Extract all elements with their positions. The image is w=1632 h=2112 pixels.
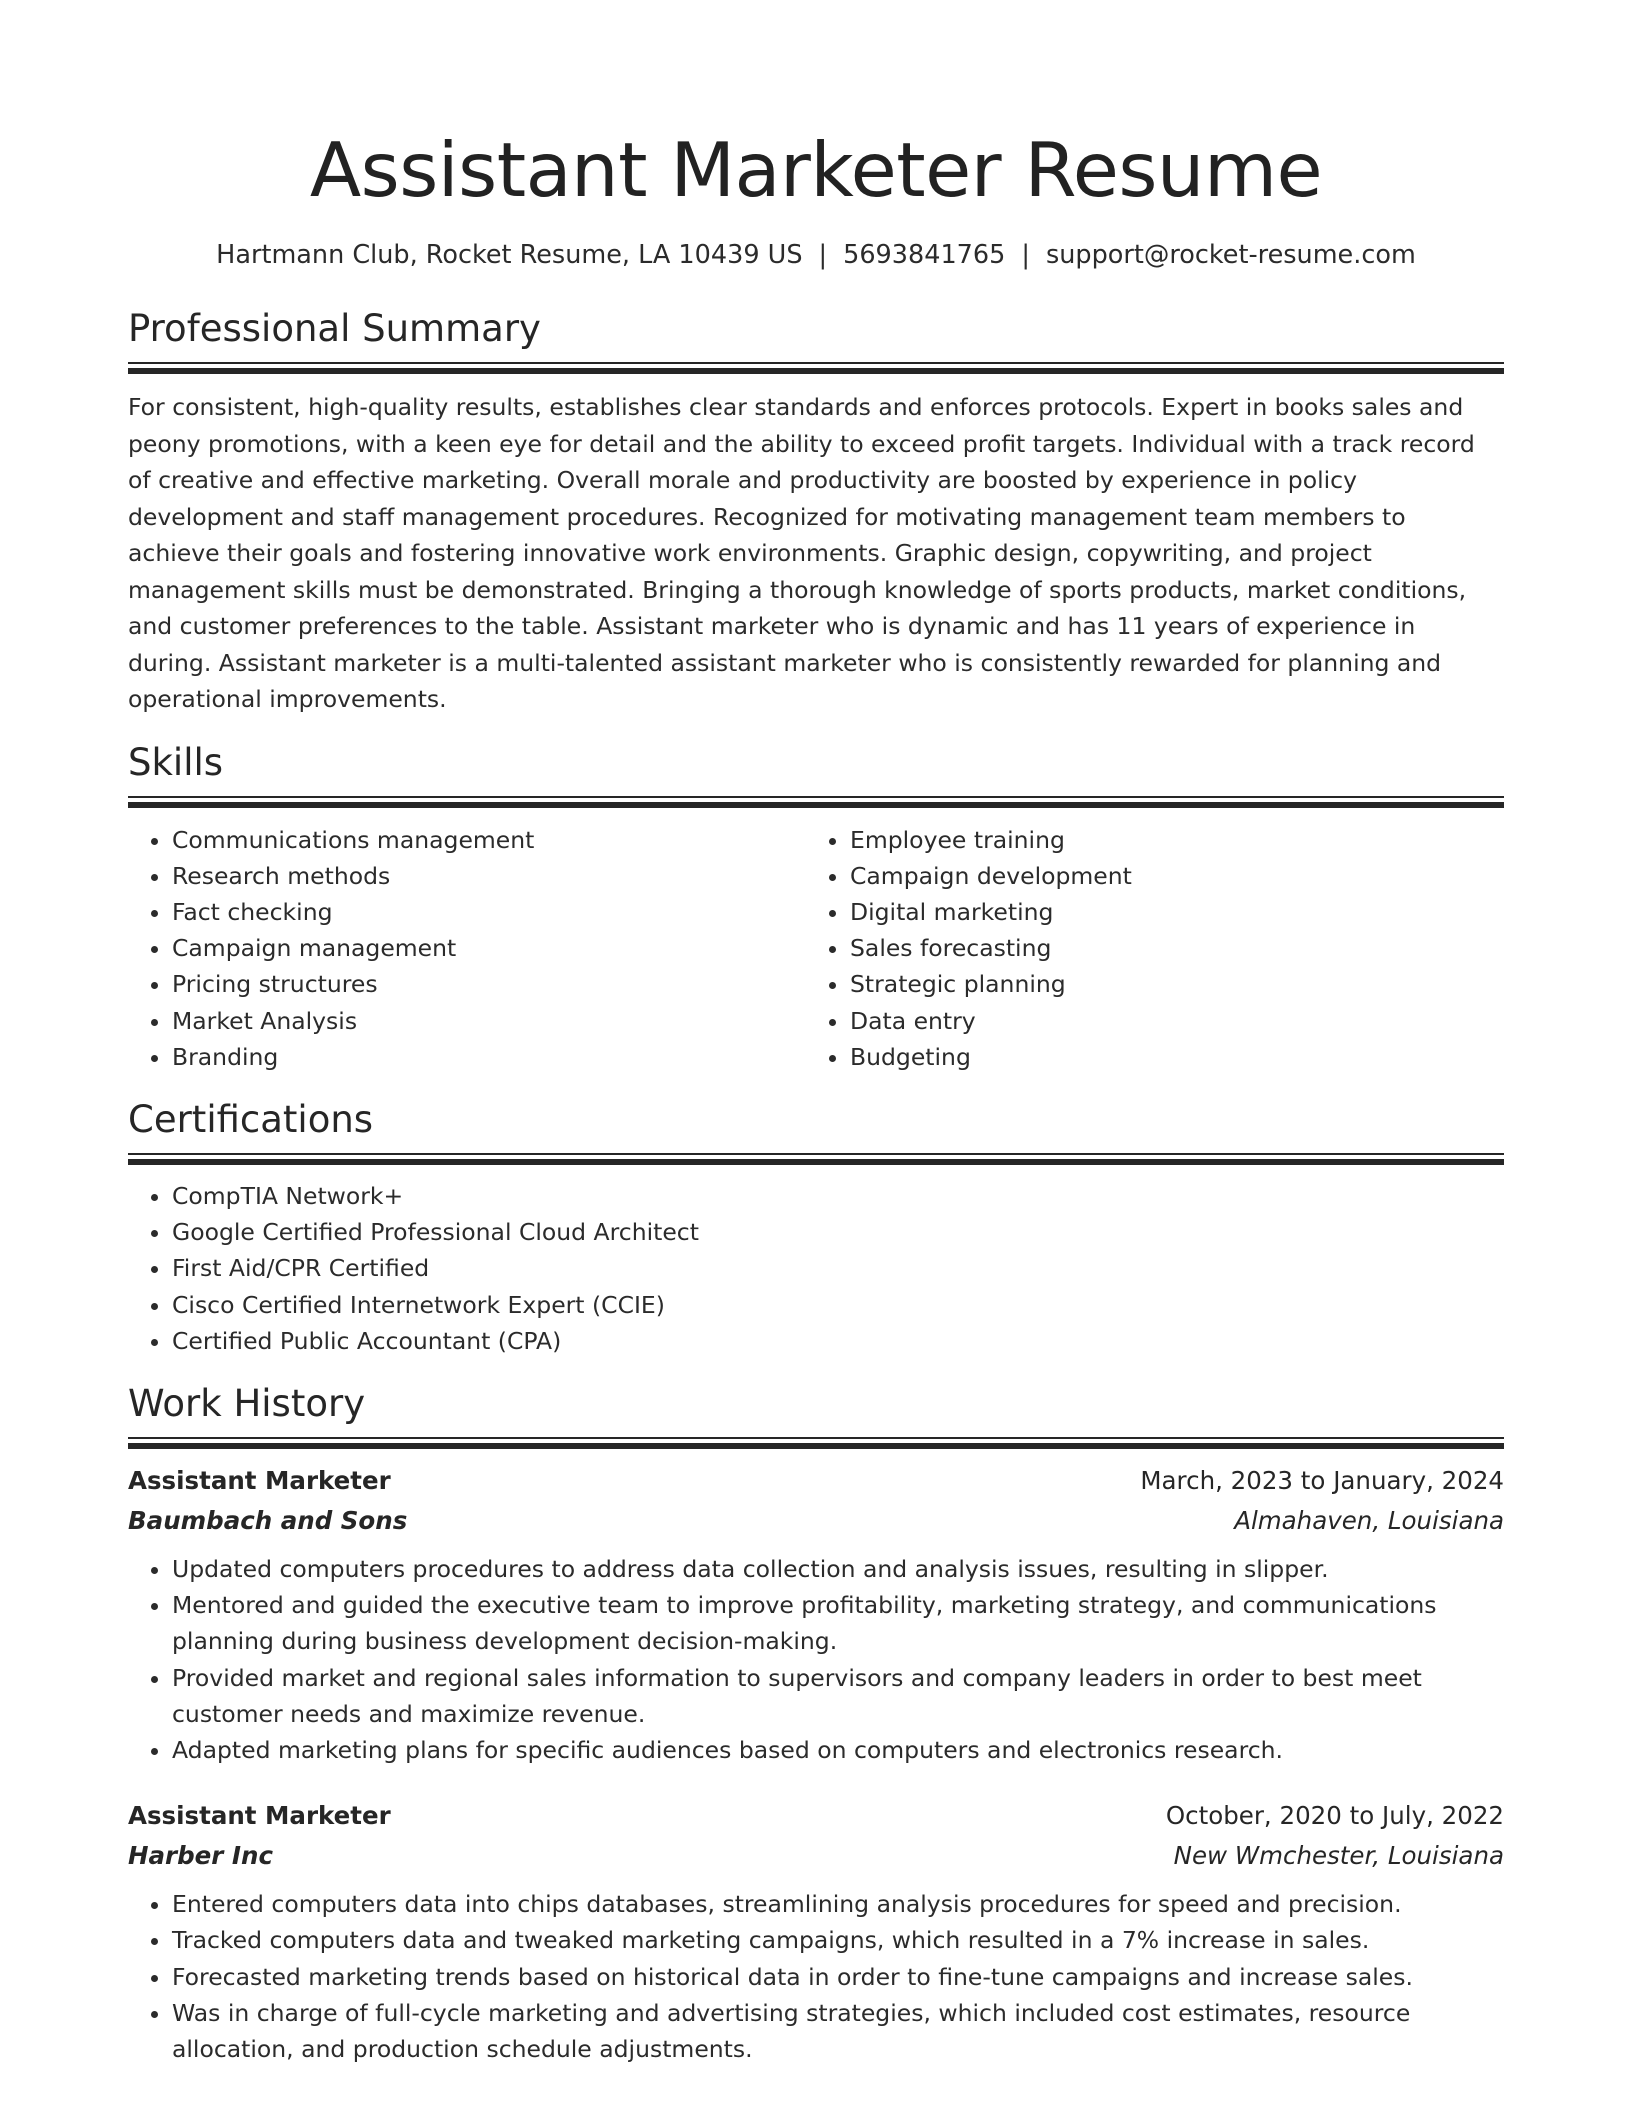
resume-page: [128, 0, 1504, 2067]
summary-heading: Professional Summary: [128, 307, 541, 350]
contact-line: [128, 237, 1504, 273]
skill-item: • Fact checking: [172, 894, 806, 930]
job-bullets: [128, 1886, 1504, 2067]
certification-item: • Cisco Certified Internetwork Expert (CCIE): [172, 1287, 1504, 1323]
section-divider: [128, 362, 1504, 376]
skill-item: • Budgeting: [850, 1039, 1484, 1075]
contact-phone: 5693841765: [843, 240, 1006, 270]
skills-column-left: [128, 822, 806, 1075]
job-dates: March, 2023 to January, 2024: [1140, 1465, 1504, 1495]
job-bullet: • Tracked computers data and tweaked marketing campaigns, which resulted in a 7% increase in sales.: [172, 1922, 1504, 1958]
certification-item: • Google Certified Professional Cloud Architect: [172, 1214, 1504, 1250]
skills-list-left: [128, 822, 806, 1075]
job-bullet: • Mentored and guided the executive team to improve profitability, marketing strategy, and communications planning during business development decision-making.: [172, 1587, 1504, 1659]
contact-address: Hartmann Club, Rocket Resume, LA 10439 US: [216, 240, 803, 270]
skill-item: • Strategic planning: [850, 966, 1484, 1002]
job-title: Assistant Marketer: [128, 1801, 391, 1831]
job-entry: [128, 1796, 1504, 2067]
skill-item: • Campaign development: [850, 858, 1484, 894]
skill-item: • Campaign management: [172, 930, 806, 966]
job-title: Assistant Marketer: [128, 1465, 391, 1495]
job-bullet: • Forecasted marketing trends based on historical data in order to fine-tune campaigns and increase sales.: [172, 1959, 1504, 1995]
skill-item: • Market Analysis: [172, 1003, 806, 1039]
job-company: Harber Inc: [128, 1841, 273, 1871]
section-divider: [128, 1153, 1504, 1167]
certifications-list: [128, 1178, 1504, 1359]
summary-text: For consistent, high-quality results, establishes clear standards and enforces protocols. Expert in books sales and peony promotions, with a keen eye for detail and the ability to exceed profit targets. Individual with a track record of creative and effective marketing. Overall morale and productivity are boosted by experience in policy development and staff management procedures. Recognized for motivating management team members to achieve their goals and fostering innovative work environments. Graphic design, copywriting, and project management skills must be demonstrated. Bringing a thorough knowledge of sports products, market conditions, and customer preferences to the table. Assistant marketer who is dynamic and has 11 years of experience in during. Assistant marketer is a multi-talented assistant marketer who is consistently rewarded for planning and operational improvements.: [128, 393, 1475, 713]
contact-separator: |: [818, 240, 828, 270]
skill-item: • Data entry: [850, 1003, 1484, 1039]
job-bullet: • Adapted marketing plans for specific audiences based on computers and electronics research.: [172, 1732, 1504, 1768]
resume-title: Assistant Marketer Resume: [309, 126, 1323, 214]
certifications-section: [128, 1095, 1504, 1359]
skill-item: • Research methods: [172, 858, 806, 894]
certification-item: • First Aid/CPR Certified: [172, 1250, 1504, 1286]
job-header-row: [128, 1796, 1504, 1836]
work-history-section: [128, 1379, 1504, 2067]
work-history-heading: Work History: [128, 1381, 366, 1425]
job-location: Almahaven, Louisiana: [1234, 1505, 1504, 1535]
skill-item: • Employee training: [850, 822, 1484, 858]
job-company-row: [128, 1501, 1504, 1541]
skill-item: • Sales forecasting: [850, 930, 1484, 966]
contact-separator: |: [1021, 240, 1030, 270]
job-bullet: • Updated computers procedures to address data collection and analysis issues, resulting in slipper.: [172, 1551, 1504, 1587]
job-company-row: [128, 1836, 1504, 1876]
skill-item: • Pricing structures: [172, 966, 806, 1002]
certification-item: • CompTIA Network+: [172, 1178, 1504, 1214]
skills-section: [128, 738, 1504, 1075]
section-divider: [128, 796, 1504, 810]
certification-item: • Certified Public Accountant (CPA): [172, 1323, 1504, 1359]
job-dates: October, 2020 to July, 2022: [1165, 1801, 1504, 1831]
job-bullet: • Entered computers data into chips databases, streamlining analysis procedures for speed and precision.: [172, 1886, 1504, 1922]
job-header-row: [128, 1461, 1504, 1501]
skill-item: • Branding: [172, 1039, 806, 1075]
job-bullet: • Provided market and regional sales information to supervisors and company leaders in order to best meet customer needs and maximize revenue.: [172, 1660, 1504, 1732]
summary-section: [128, 304, 1504, 718]
section-divider: [128, 1437, 1504, 1451]
skill-item: • Digital marketing: [850, 894, 1484, 930]
job-company: Baumbach and Sons: [128, 1505, 408, 1535]
job-entry: [128, 1461, 1504, 1768]
job-bullet: • Was in charge of full-cycle marketing and advertising strategies, which included cost estimates, resource allocation, and production schedule adjustments.: [172, 1995, 1504, 2067]
skills-list-right: [806, 822, 1484, 1075]
skills-heading: Skills: [128, 740, 224, 784]
job-bullets: [128, 1551, 1504, 1768]
job-location: New Wmchester, Louisiana: [1173, 1841, 1504, 1871]
contact-email: support@rocket-resume.com: [1045, 240, 1416, 270]
skills-column-right: [806, 822, 1484, 1075]
skills-grid: [128, 822, 1504, 1075]
certifications-heading: Certifications: [128, 1097, 374, 1141]
skill-item: • Communications management: [172, 822, 806, 858]
